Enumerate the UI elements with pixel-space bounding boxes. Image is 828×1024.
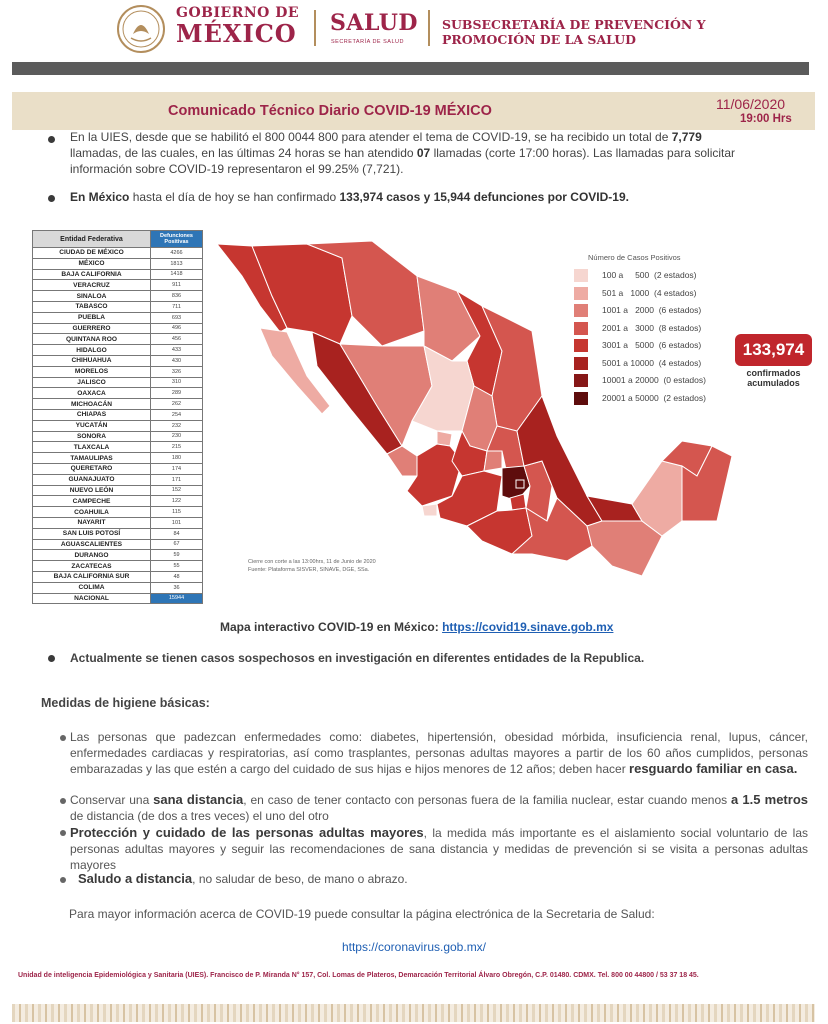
table-row [33,507,203,518]
table-row [33,388,203,399]
legend-label: 20001 a 50000 (2 estados) [602,392,706,403]
hygiene-emphasis: a 1.5 metros [731,792,808,807]
table-row [33,474,203,485]
calls-paragraph [70,129,810,177]
state-deaths: 693 [151,312,203,323]
state-name: HIDALGO [33,345,151,356]
state-deaths: 1813 [151,258,203,269]
state-deaths: 215 [151,442,203,453]
state-deaths: 230 [151,431,203,442]
table-row [33,431,203,442]
total-label: NACIONAL [33,593,151,604]
table-row [33,442,203,453]
state-deaths: 496 [151,323,203,334]
state-name: MORELOS [33,366,151,377]
bullet-icon [60,830,66,836]
table-row [33,539,203,550]
state-deaths: 48 [151,571,203,582]
state-name: CIUDAD DE MÉXICO [33,248,151,259]
table-header-deaths [151,231,203,248]
hygiene-item-2 [70,792,808,824]
state-name: DURANGO [33,550,151,561]
cases-text: hasta el día de hoy se han confirmado [129,190,340,204]
state-deaths: 55 [151,561,203,572]
hygiene-title: Medidas de higiene básicas: [41,696,210,710]
state-name: GUERRERO [33,323,151,334]
state-deaths: 1418 [151,269,203,280]
bullet-icon [60,877,66,883]
legend-swatch [574,392,588,405]
calls-total: 7,779 [671,130,702,144]
deaths-by-state-table [32,230,203,604]
hygiene-item-1 [70,729,808,777]
total-value: 15944 [151,593,203,604]
gob-line-1: GOBIERNO DE [176,5,300,21]
covid-map-link[interactable]: https://covid19.sinave.gob.mx [442,620,614,634]
bullet-icon [60,798,66,804]
legend-label: 1001 a 2000 (6 estados) [602,305,702,315]
map-note-line: Fuente: Plataforma SISVER, SINAVE, DGE, SSa. [248,567,370,573]
cases-totals: 133,974 casos y 15,944 defunciones por COVID-19. [339,190,629,204]
state-deaths: 836 [151,291,203,302]
hygiene-text: , la medida más importante es el aislamiento social voluntario de las personas adultas mayores y seguir las recomendaciones de sana distancia y medidas de prevención si se visita a personas adultas mayores [70,826,808,872]
hygiene-item-3 [70,825,808,873]
header-rule [12,62,809,75]
state-name: COLIMA [33,582,151,593]
legend-label: 10001 a 20000 (0 estados) [602,375,706,385]
hygiene-emphasis: Protección y cuidado de las personas adultas mayores [70,825,424,840]
state-name: AGUASCALIENTES [33,539,151,550]
hygiene-text: de distancia (de dos a tres veces) el uno del otro [70,809,329,823]
suspected-cases-paragraph: Actualmente se tienen casos sospechosos en investigación en diferentes entidades de la Republica. [70,651,645,665]
table-row [33,561,203,572]
table-row [33,291,203,302]
table-row-total [33,593,203,604]
total-cases-badge: 133,974 [735,334,812,366]
table-row [33,463,203,474]
state-name: BAJA CALIFORNIA [33,269,151,280]
state-deaths: 254 [151,409,203,420]
state-deaths: 36 [151,582,203,593]
table-row [33,301,203,312]
hygiene-text: , no saludar de beso, de mano o abrazo. [192,872,408,886]
footer-address: Unidad de inteligencia Epidemiológica y Sanitaria (UIES). Francisco de P. Miranda N° 157, Col. Lomas de Plateros, Demarcación Territorial Álvaro Obregón, C.P. 01480. CDMX. Tel. 800 00 44800 / 53 37 18 45. [18,972,699,979]
national-seal-logo [113,4,169,54]
legend-swatch [574,287,588,300]
state-deaths: 433 [151,345,203,356]
state-deaths: 174 [151,463,203,474]
hygiene-text: Conservar una [70,793,154,807]
table-row [33,496,203,507]
bullet-icon [48,195,55,202]
state-deaths: 289 [151,388,203,399]
state-name: QUINTANA ROO [33,334,151,345]
table-row [33,345,203,356]
state-name: QUERETARO [33,463,151,474]
table-row [33,528,203,539]
table-row [33,582,203,593]
calls-text: llamadas (corte 17:00 horas). Las llamadas para solicitar [430,146,736,160]
cases-country: En México [70,190,130,204]
hygiene-text: , en caso de tener contacto con personas fuera de la familia nuclear, estar cuando menos [243,793,732,807]
bullet-icon [60,735,66,741]
state-name: TABASCO [33,301,151,312]
header-divider [314,10,316,46]
legend-label: 100 a 500 (2 estados) [602,270,697,280]
table-row [33,420,203,431]
bullet-icon [48,136,55,143]
state-name: TAMAULIPAS [33,453,151,464]
map-state-cdmx [516,480,524,488]
legend-swatch [574,339,588,352]
state-deaths: 456 [151,334,203,345]
state-name: MICHOACÁN [33,399,151,410]
table-row [33,334,203,345]
legend-label: 2001 a 3000 (8 estados) [602,322,702,333]
state-name: ZACATECAS [33,561,151,572]
table-row [33,366,203,377]
coronavirus-link-row [0,940,828,954]
salud-logo: SALUD [330,10,418,36]
subsec-line-1: SUBSECRETARÍA DE PREVENCIÓN Y [442,17,706,32]
gobierno-mexico-logo [176,6,299,46]
state-name: JALISCO [33,377,151,388]
calls-24h: 07 [416,146,431,160]
table-row [33,571,203,582]
table-header-deaths-line: Defunciones [159,233,193,239]
state-deaths: 115 [151,507,203,518]
state-name: MÉXICO [33,258,151,269]
salud-subtitle: SECRETARÍA DE SALUD [331,39,404,45]
table-row [33,248,203,259]
table-row [33,323,203,334]
state-deaths: 232 [151,420,203,431]
state-name: CHIAPAS [33,409,151,420]
state-deaths: 84 [151,528,203,539]
table-row [33,485,203,496]
state-deaths: 180 [151,453,203,464]
state-deaths: 67 [151,539,203,550]
state-deaths: 122 [151,496,203,507]
state-deaths: 911 [151,280,203,291]
calls-text: información sobre COVID-19 representaron el 99.25% (7,721). [70,162,404,176]
hygiene-emphasis: resguardo familiar en casa. [629,761,798,776]
calls-text: En la UIES, desde que se habilitó el 800 0044 800 para atender el tema de COVID-19, se ha recibido un total de [70,130,672,144]
state-name: CHIHUAHUA [33,355,151,366]
hygiene-emphasis: Saludo a distancia [78,871,193,886]
total-caption-line: confirmados [746,368,801,378]
table-row [33,377,203,388]
state-deaths: 262 [151,399,203,410]
page-header [0,0,828,60]
state-deaths: 430 [151,355,203,366]
legend-title: Número de Casos Positivos [588,253,681,262]
bullet-icon [48,655,55,662]
more-info-text: Para mayor información acerca de COVID-19 puede consultar la página electrónica de la Secretaria de Salud: [69,907,655,921]
legend-swatch [574,357,588,370]
table-row [33,550,203,561]
coronavirus-link[interactable]: https://coronavirus.gob.mx/ [341,940,487,954]
legend-label: 501 a 1000 (4 estados) [602,287,697,298]
map-note-line: Cierre con corte a las 13:00hrs, 11 de Junio de 2020 [248,559,376,565]
hygiene-item-4 [78,871,816,887]
legend-swatch [574,304,588,317]
calls-text: llamadas, de las cuales, en las últimas 24 horas se han atendido [70,146,417,160]
legend-swatch [574,322,588,335]
state-name: BAJA CALIFORNIA SUR [33,571,151,582]
table-row [33,269,203,280]
report-time: 19:00 Hrs [740,113,792,125]
legend-label: 3001 a 5000 (6 estados) [602,340,702,350]
table-row [33,517,203,528]
map-state-queretaro [484,451,502,471]
total-caption-line: acumulados [747,378,800,388]
table-row [33,399,203,410]
state-deaths: 152 [151,485,203,496]
table-row [33,409,203,420]
map-state-chiapas [587,521,662,576]
table-row [33,280,203,291]
table-row [33,258,203,269]
table-row [33,355,203,366]
cases-paragraph [70,189,629,205]
table-row [33,453,203,464]
state-deaths: 101 [151,517,203,528]
table-row [33,312,203,323]
gob-line-2: MÉXICO [176,19,297,48]
map-link-label: Mapa interactivo COVID-19 en México: [220,620,443,634]
state-deaths: 171 [151,474,203,485]
map-state-aguascalientes [437,431,452,446]
state-name: SAN LUIS POTOSÍ [33,528,151,539]
state-deaths: 711 [151,301,203,312]
state-name: NUEVO LEÓN [33,485,151,496]
state-name: COAHUILA [33,507,151,518]
state-deaths: 4266 [151,248,203,259]
state-name: SINALOA [33,291,151,302]
state-name: SONORA [33,431,151,442]
report-date: 11/06/2020 [716,96,786,112]
header-divider [428,10,430,46]
map-source-note [248,558,376,574]
table-header-deaths-line: Positivas [164,239,189,245]
table-header-state: Entidad Federativa [33,231,151,248]
hygiene-text: Las personas que padezcan enfermedades como: diabetes, hipertensión, obesidad mórbida, insuficiencia renal, lupus, cáncer, enfermedades cardiacas y respiratorias, así como trasplantes, personas adultas mayores a partir de los 60 años cumplidos, personas embarazadas y las que estén a cargo del cuidado de sus hijas e hijos menores de 12 años; deben hacer [70,730,808,776]
legend-swatch [574,269,588,282]
state-name: GUANAJUATO [33,474,151,485]
state-deaths: 310 [151,377,203,388]
state-name: OAXACA [33,388,151,399]
hygiene-emphasis: sana distancia [153,792,244,807]
state-deaths: 326 [151,366,203,377]
subsecretaria-title [442,17,706,47]
subsec-line-2: PROMOCIÓN DE LA SALUD [442,32,636,47]
total-cases-caption [735,368,812,388]
map-state-colima [422,504,437,516]
state-deaths: 59 [151,550,203,561]
page-title: Comunicado Técnico Diario COVID-19 MÉXICO [168,103,492,119]
state-name: CAMPECHE [33,496,151,507]
legend-label: 5001 a 10000 (4 estados) [602,357,702,368]
state-name: VERACRUZ [33,280,151,291]
state-name: PUEBLA [33,312,151,323]
state-name: TLAXCALA [33,442,151,453]
legend-swatch [574,374,588,387]
state-name: YUCATÁN [33,420,151,431]
footer-decorative-band [12,1004,815,1022]
state-name: NAYARIT [33,517,151,528]
map-link-row [220,620,613,634]
